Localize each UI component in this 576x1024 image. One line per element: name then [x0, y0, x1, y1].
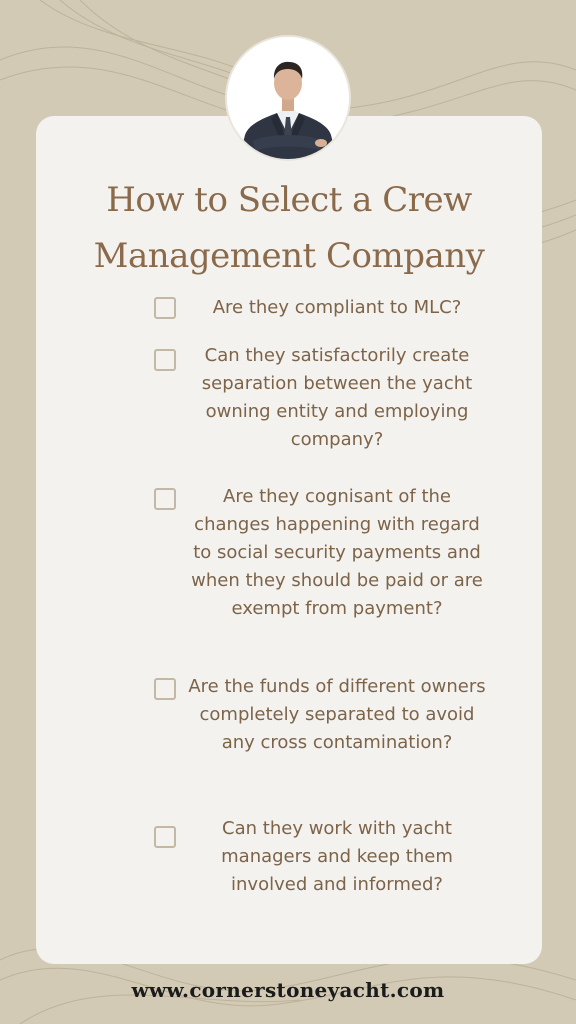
- checkbox-3[interactable]: [154, 488, 176, 510]
- title-line-2: Management Company: [93, 236, 485, 276]
- website-url[interactable]: www.cornerstoneyacht.com: [131, 978, 445, 1002]
- title-line-1: How to Select a Crew: [106, 180, 472, 220]
- checkbox-1[interactable]: [154, 297, 176, 319]
- checklist-item-2: Can they satisfactorily create separation between the yacht owning entity and employing company?: [201, 345, 473, 450]
- checkbox-4[interactable]: [154, 678, 176, 700]
- checklist-item-5: Can they work with yacht managers and keep them involved and informed?: [221, 818, 453, 895]
- checkbox-5[interactable]: [154, 826, 176, 848]
- page-title: [36, 172, 542, 284]
- checklist-item-1: Are they compliant to MLC?: [212, 297, 462, 318]
- checklist-item-4: Are the funds of different owners completely separated to avoid any cross contamination?: [188, 676, 486, 753]
- checklist-item-3: Are they cognisant of the changes happening with regard to social security payments and when they should be paid or are exempt from payment?: [191, 486, 483, 619]
- avatar: [227, 37, 349, 159]
- businessman-photo: [227, 37, 349, 159]
- checkbox-2[interactable]: [154, 349, 176, 371]
